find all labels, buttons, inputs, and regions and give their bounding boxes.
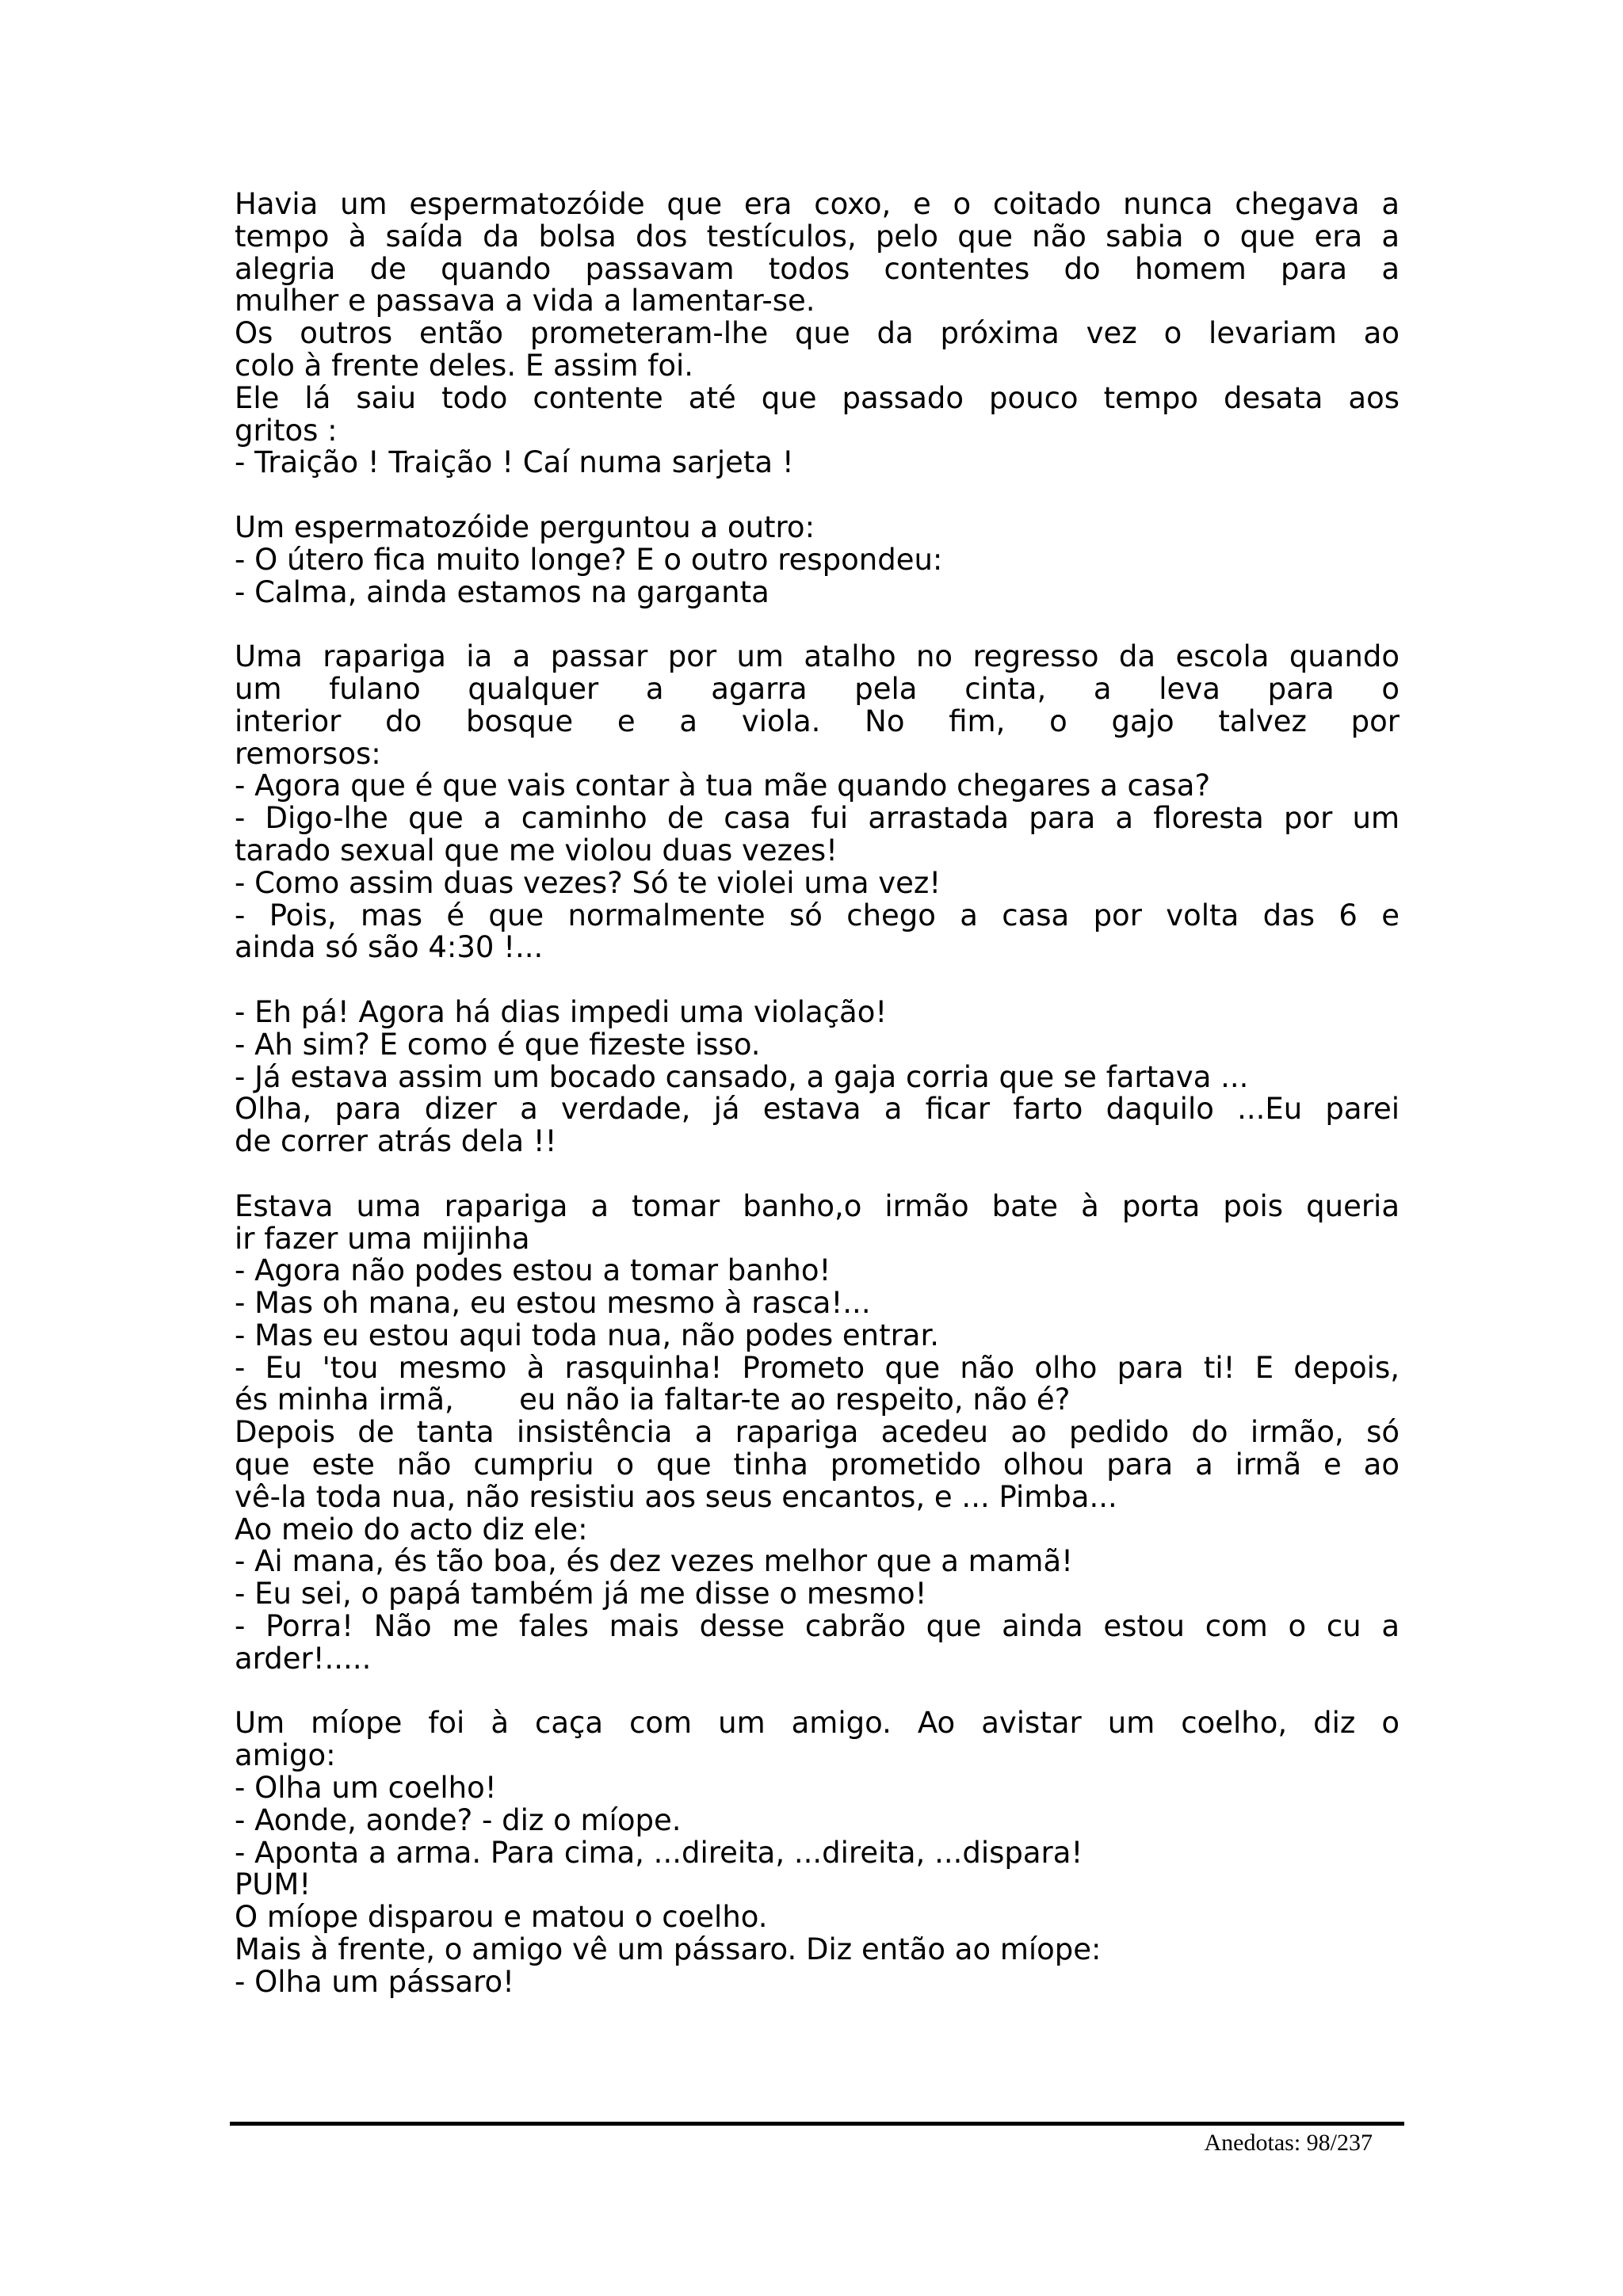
text-line: - Traição ! Traição ! Caí numa sarjeta ! xyxy=(235,445,794,480)
text-line: PUM! xyxy=(235,1867,311,1902)
text-line: Um míope foi à caça com um amigo. Ao avistar um coelho, diz o xyxy=(235,1706,1400,1741)
text-line: - Agora que é que vais contar à tua mãe quando chegares a casa? xyxy=(235,769,1211,803)
text-line: alegria de quando passavam todos contentes do homem para a xyxy=(235,251,1400,286)
text-line: Havia um espermatozóide que era coxo, e o coitado nunca chegava a xyxy=(235,187,1400,221)
footer-rule xyxy=(230,2122,1404,2126)
text-line: interior do bosque e a viola. No fim, o gajo talvez por xyxy=(235,704,1400,738)
text-line: remorsos: xyxy=(235,736,381,771)
text-line: um fulano qualquer a agarra pela cinta, a leva para o xyxy=(235,671,1400,706)
text-line: de correr atrás dela !! xyxy=(235,1124,557,1159)
paragraph-gap xyxy=(235,608,1400,641)
text-line: mulher e passava a vida a lamentar-se. xyxy=(235,284,815,318)
text-line: - Ah sim? E como é que fizeste isso. xyxy=(235,1027,761,1062)
text-line: - Pois, mas é que normalmente só chego a casa por volta das 6 e xyxy=(235,898,1400,933)
page-body-text xyxy=(235,189,1400,1999)
text-line: Um espermatozóide perguntou a outro: xyxy=(235,509,815,544)
text-line: - Olha um pássaro! xyxy=(235,1964,514,1999)
text-line: - Ai mana, és tão boa, és dez vezes melhor que a mamã! xyxy=(235,1544,1073,1579)
paragraph-gap xyxy=(235,1158,1400,1191)
text-line: és minha irmã, eu não ia faltar-te ao respeito, não é? xyxy=(235,1383,1071,1417)
text-line: - Porra! Não me fales mais desse cabrão que ainda estou com o cu a xyxy=(235,1609,1400,1644)
text-line: Os outros então prometeram-lhe que da próxima vez o levariam ao xyxy=(235,316,1400,351)
text-line: amigo: xyxy=(235,1738,336,1773)
text-line: Olha, para dizer a verdade, já estava a ficar farto daquilo ...Eu parei xyxy=(235,1092,1400,1127)
text-line: - Agora não podes estou a tomar banho! xyxy=(235,1253,831,1288)
page-footer: Anedotas: 98/237 xyxy=(1204,2130,1373,2156)
text-line: ir fazer uma mijinha xyxy=(235,1221,530,1256)
text-line: gritos : xyxy=(235,413,338,448)
text-line: que este não cumpriu o que tinha prometido olhou para a irmã e ao xyxy=(235,1447,1400,1482)
text-line: - Mas oh mana, eu estou mesmo à rasca!... xyxy=(235,1286,871,1321)
text-line: - O útero fica muito longe? E o outro respondeu: xyxy=(235,542,943,577)
text-line: - Eh pá! Agora há dias impedi uma violação! xyxy=(235,994,888,1029)
text-line: Mais à frente, o amigo vê um pássaro. Diz então ao míope: xyxy=(235,1932,1102,1967)
text-line: - Como assim duas vezes? Só te violei uma vez! xyxy=(235,865,941,900)
text-line: - Aonde, aonde? - diz o míope. xyxy=(235,1802,682,1837)
text-line: Estava uma rapariga a tomar banho,o irmão bate à porta pois queria xyxy=(235,1188,1400,1223)
text-line: vê-la toda nua, não resistiu aos seus encantos, e ... Pimba... xyxy=(235,1479,1117,1514)
text-line: - Digo-lhe que a caminho de casa fui arrastada para a floresta por um xyxy=(235,801,1400,836)
text-line: Ao meio do acto diz ele: xyxy=(235,1512,588,1547)
paragraph-gap xyxy=(235,479,1400,512)
paragraph-gap xyxy=(235,964,1400,997)
text-line: Depois de tanta insistência a rapariga acedeu ao pedido do irmão, só xyxy=(235,1415,1400,1450)
text-line: tarado sexual que me violou duas vezes! xyxy=(235,833,838,868)
text-line: arder!..... xyxy=(235,1641,372,1676)
text-line: - Já estava assim um bocado cansado, a gaja corria que se fartava ... xyxy=(235,1059,1249,1094)
paragraph-gap xyxy=(235,1676,1400,1708)
text-line: colo à frente deles. E assim foi. xyxy=(235,348,694,383)
text-line: O míope disparou e matou o coelho. xyxy=(235,1900,768,1935)
text-line: Uma rapariga ia a passar por um atalho no regresso da escola quando xyxy=(235,639,1400,674)
text-line: tempo à saída da bolsa dos testículos, pelo que não sabia o que era a xyxy=(235,219,1400,254)
text-line: - Mas eu estou aqui toda nua, não podes entrar. xyxy=(235,1318,940,1352)
text-line: - Aponta a arma. Para cima, ...direita, ...direita, ...dispara! xyxy=(235,1835,1083,1870)
text-line: - Calma, ainda estamos na garganta xyxy=(235,574,769,609)
text-line: Ele lá saiu todo contente até que passado pouco tempo desata aos xyxy=(235,380,1400,415)
text-line: - Olha um coelho! xyxy=(235,1771,497,1806)
text-line: ainda só são 4:30 !... xyxy=(235,930,544,965)
text-line: - Eu 'tou mesmo à rasquinha! Prometo que não olho para ti! E depois, xyxy=(235,1350,1400,1385)
text-line: - Eu sei, o papá também já me disse o mesmo! xyxy=(235,1577,927,1611)
